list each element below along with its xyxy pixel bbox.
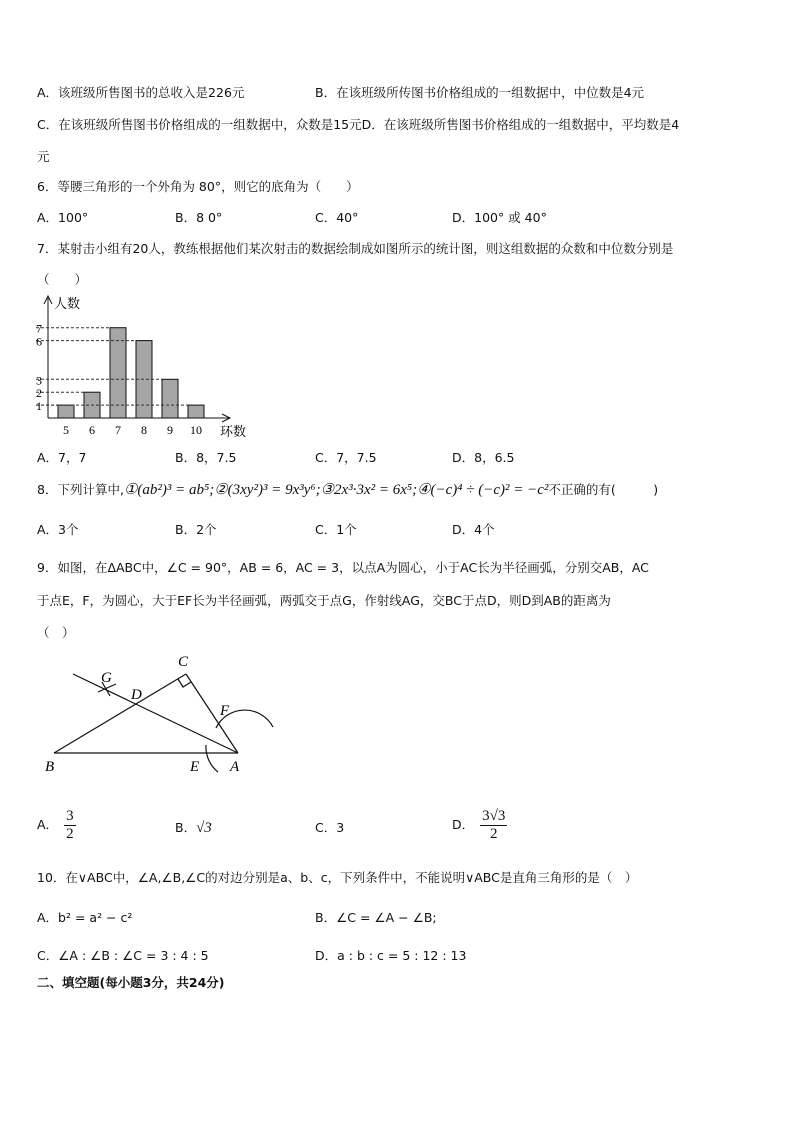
option-value: √3	[196, 820, 212, 836]
bar-5	[58, 405, 74, 418]
label-c: C	[178, 654, 189, 670]
x-tick-label: 6	[89, 423, 95, 437]
q10-option-c: C．∠A : ∠B : ∠C = 3 : 4 : 5	[37, 948, 209, 963]
q9-paren: （ ）	[37, 625, 75, 640]
q5-option-c: C．在该班级所售图书价格组成的一组数据中，众数是15元	[37, 117, 362, 132]
option-label: A．	[37, 817, 59, 832]
q7-stem: 7．某射击小组有20人，教练根据他们某次射击的数据绘制成如图所示的统计图，则‍这组数据的众数和中位数分别是	[37, 241, 674, 256]
bar-9	[162, 379, 178, 418]
bar-10	[188, 405, 204, 418]
q8-suffix: 不正确的有( )	[548, 482, 659, 497]
bar-chart	[30, 290, 280, 440]
q5-option-d: D．在该班级所售图书价格组成的一组数据中，平均数是4	[361, 117, 680, 132]
q9-option-c: C．3	[315, 820, 345, 835]
q6-stem: 6．等腰三角形的一个外角为 80°，则它的底角为（ ）	[37, 179, 359, 194]
q9-option-d	[452, 808, 507, 843]
y-tick-label: 6	[36, 334, 42, 349]
q7-option-b: B．8，7.5	[175, 450, 237, 465]
q10-stem: 10．在∨ABC中，∠A,∠B,∠C的对边分别是a、b、c，下列条件中，不能说明∨ABC是直角三角形的是（ ）	[37, 870, 638, 885]
x-tick-label: 5	[63, 423, 69, 437]
x-tick-label: 9	[167, 423, 173, 437]
q6-option-d: D．100° 或 40°	[452, 210, 547, 225]
q10-option-a: A．b² = a² − c²	[37, 910, 133, 925]
option-label: B．	[175, 820, 197, 835]
q6-option-a: A．100°	[37, 210, 89, 225]
q8-option-d: D．4个	[452, 522, 495, 537]
q6-option-b: B．8 0°	[175, 210, 223, 225]
x-tick-label: 10	[190, 423, 202, 437]
q5-option-d-cont: 元	[37, 149, 50, 164]
q5-option-a: A．该班级所售图书的总收入是226元	[37, 85, 245, 100]
q8-prefix: 8．下列计算中,	[37, 482, 124, 497]
q7-option-c: C．7，7.5	[315, 450, 377, 465]
label-b: B	[45, 759, 55, 775]
q5-option-b: B．在该班级所传图书价格组成的一组数据中，中位数是4元	[315, 85, 645, 100]
q10-option-d: D．a : b : c = 5 : 12 : 13	[315, 948, 467, 963]
y-tick-label: 3	[36, 373, 42, 388]
q8-option-a: A．3个	[37, 522, 79, 537]
q9-line1: 9．如图，在ΔABC中，∠C = 90°，AB = 6，AC = 3，以点A为圆心，小于AC长为半径画弧，分别交AB，AC	[37, 560, 649, 575]
q7-option-a: A．7，7	[37, 450, 87, 465]
y-tick-label: 7	[36, 321, 42, 336]
q7-option-d: D．8，6.5	[452, 450, 515, 465]
label-g: G	[101, 670, 112, 686]
y-tick-label: 2	[36, 386, 42, 401]
q8-expression: ①(ab²)³ = ab⁵;②(3xy²)³ = 9x³y⁶;③2x³·3x² = 6x⁵;④(−c)⁴ ÷ (−c)² = −c²	[123, 482, 549, 498]
q5-option-c-d	[37, 115, 679, 133]
q9-option-b	[175, 818, 212, 837]
x-axis-label: 环数	[220, 425, 247, 440]
option-label: D．	[452, 817, 475, 832]
label-a: A	[230, 759, 240, 775]
numerator: 3√3	[482, 808, 506, 824]
section-heading: 二、填空题(每小题3分，共24分)	[37, 975, 225, 990]
triangle-figure	[30, 650, 280, 780]
q8-stem	[37, 480, 658, 499]
x-tick-label: 8	[141, 423, 147, 437]
q9-line2: 于点E，F，为圆心，大于EF长为半径画弧，两弧交于点G，作射线AG，交BC于点D，则D到AB的距离为	[37, 593, 611, 608]
label-e: E	[190, 759, 200, 775]
x-tick-label: 7	[115, 423, 121, 437]
q8-option-c: C．1个	[315, 522, 357, 537]
q10-option-b: B．∠C = ∠A − ∠B;	[315, 910, 437, 925]
y-axis-label: 人数	[54, 297, 81, 312]
label-d: D	[131, 687, 142, 703]
q9-option-a	[37, 808, 76, 843]
numerator: 3	[66, 808, 74, 824]
q8-option-b: B．2个	[175, 522, 217, 537]
denominator: 2	[66, 826, 74, 842]
bar-7	[110, 328, 126, 418]
label-f: F	[220, 703, 230, 719]
fraction	[480, 808, 507, 843]
denominator: 2	[490, 826, 498, 842]
q6-option-c: C．40°	[315, 210, 359, 225]
y-tick-label: 1	[36, 399, 42, 414]
fraction	[64, 808, 76, 843]
q7-paren: （ ）	[37, 272, 88, 287]
